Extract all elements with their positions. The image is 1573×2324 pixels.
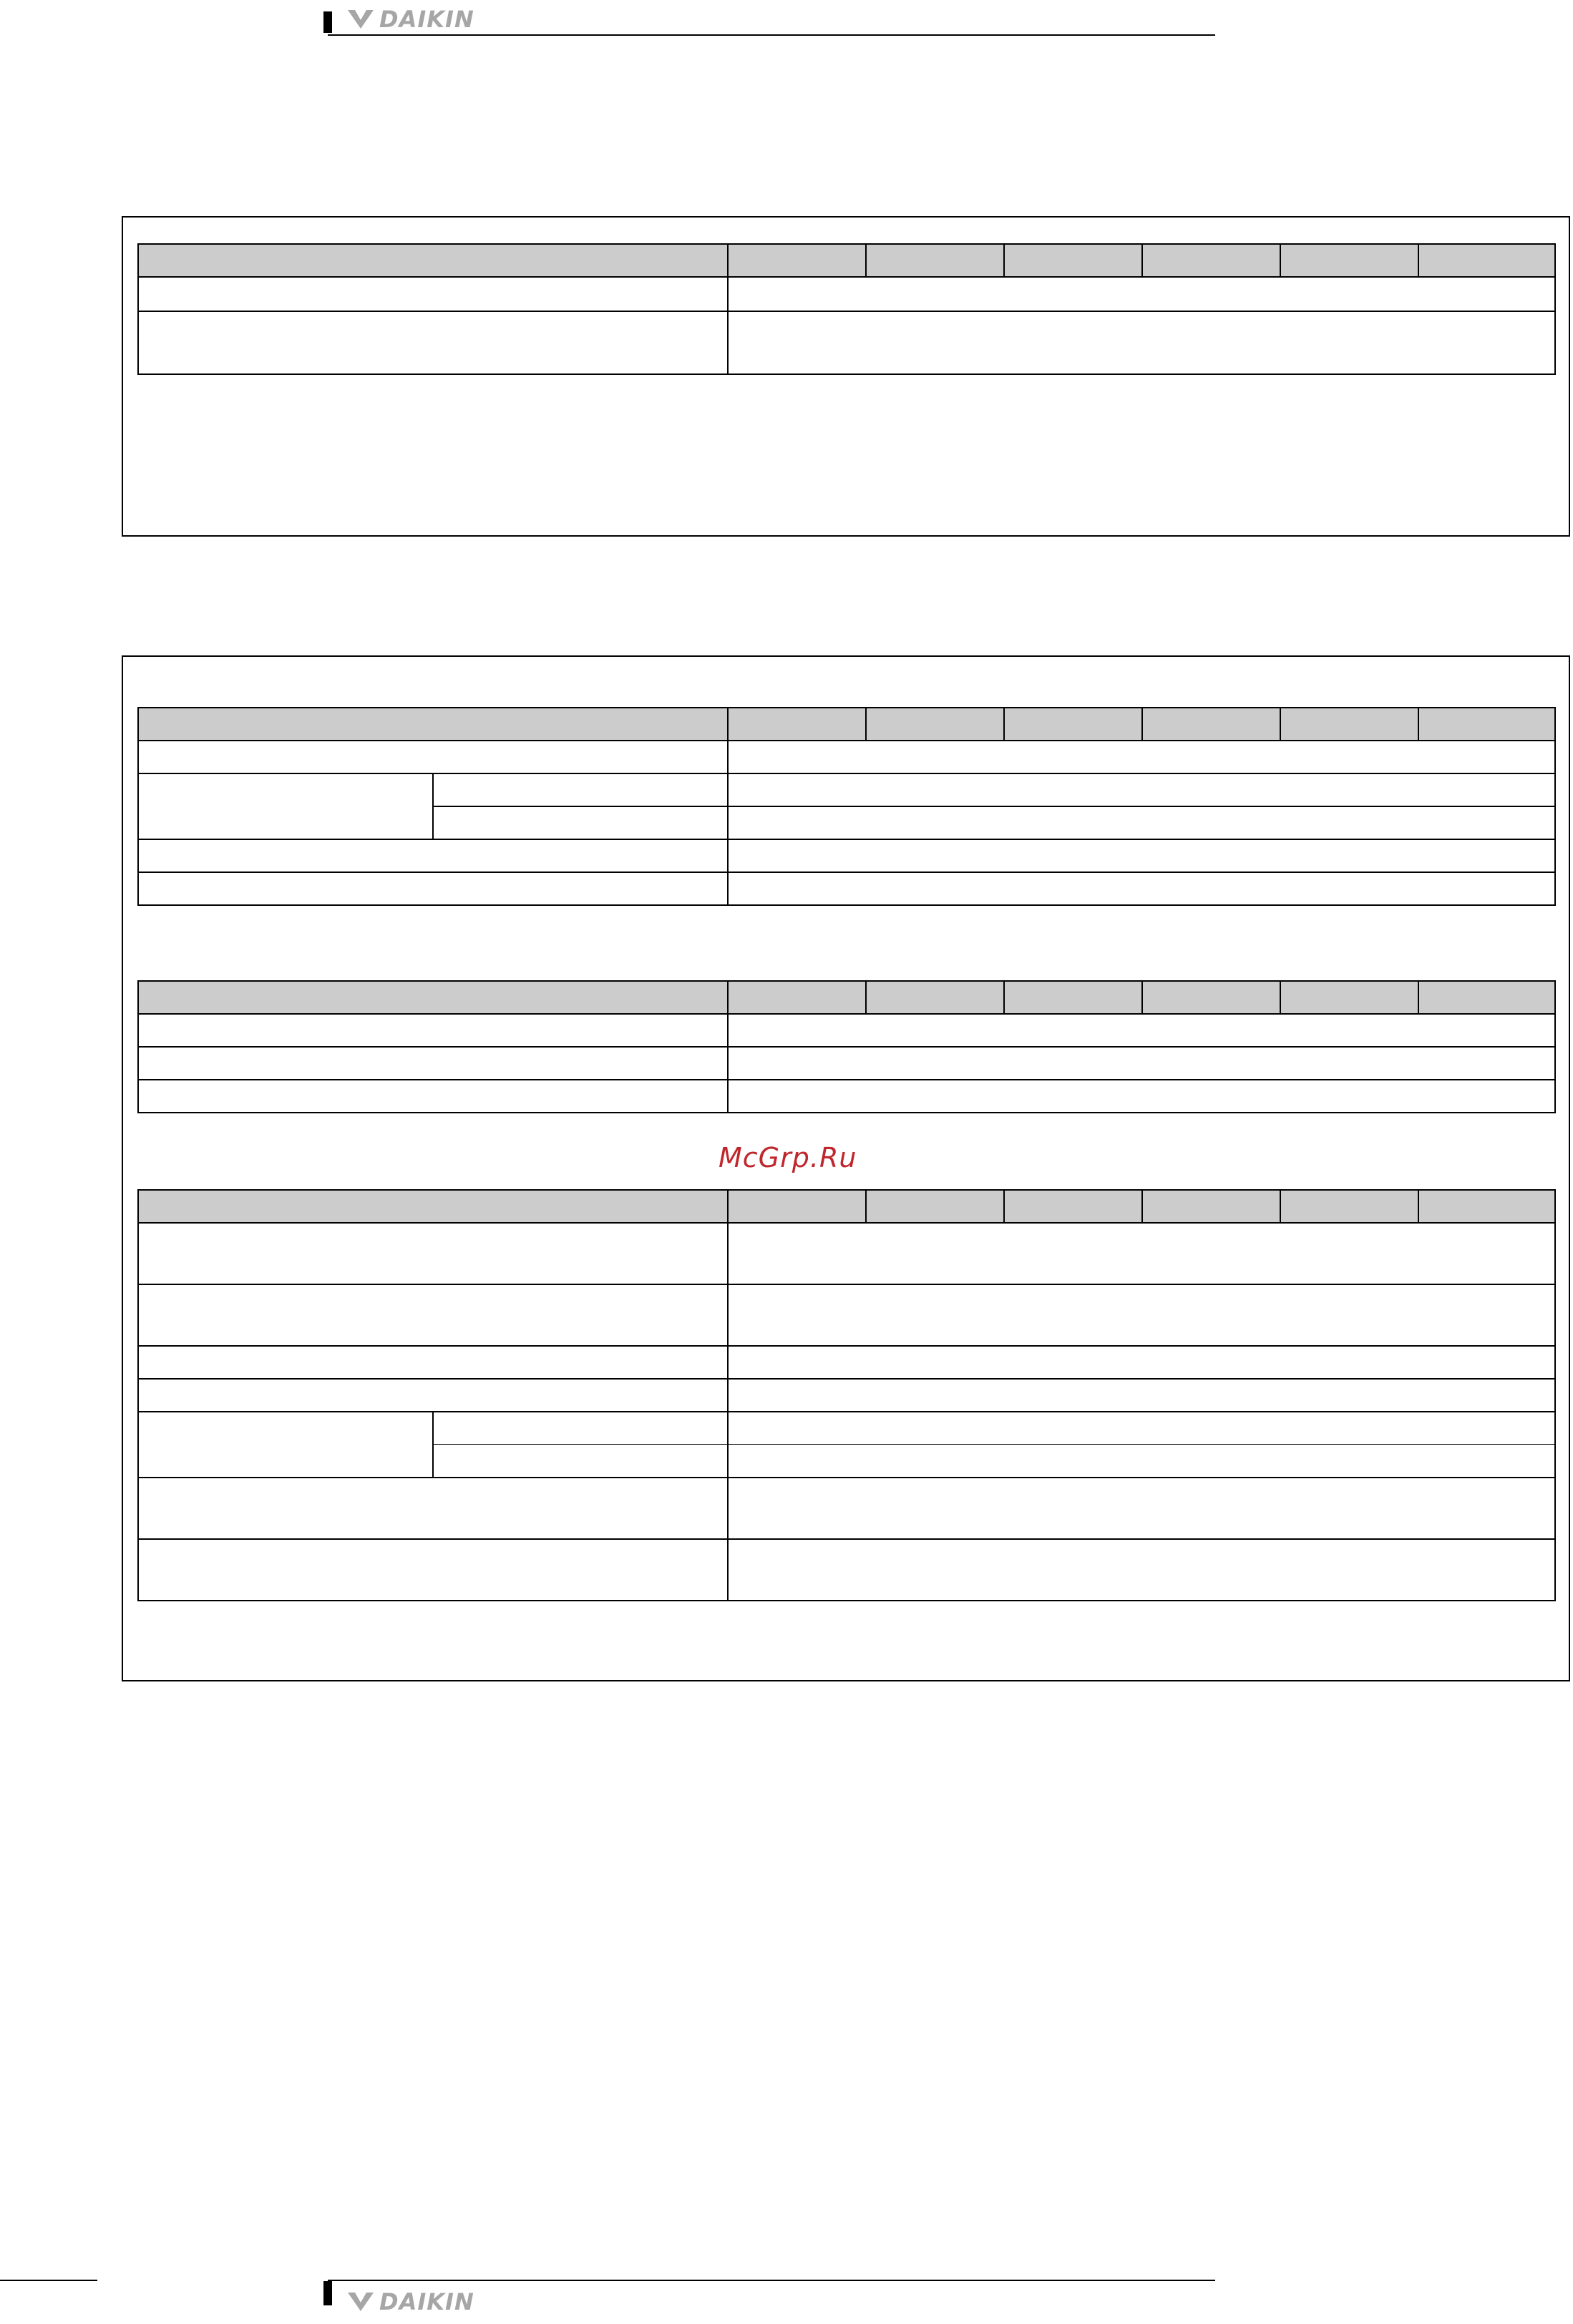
label-cell — [137, 1378, 729, 1412]
daikin-logo — [346, 7, 474, 31]
header-cell — [865, 243, 1005, 278]
value-cell — [727, 1538, 1556, 1601]
header-cell — [1418, 980, 1556, 1015]
header-cell — [137, 1189, 729, 1224]
group-label-cell — [137, 1411, 434, 1478]
header-cell — [1003, 243, 1143, 278]
header-cell — [1141, 707, 1281, 741]
table-row — [137, 1013, 1556, 1048]
value-cell — [727, 1444, 1556, 1478]
spec-table-2a — [137, 707, 1556, 907]
label-cell — [137, 839, 729, 873]
table-header-row — [137, 980, 1556, 1015]
header-cell — [865, 1189, 1005, 1224]
header-cell — [137, 243, 729, 278]
value-cell — [727, 1013, 1556, 1048]
label-cell — [137, 1222, 729, 1285]
header-cell — [1141, 1189, 1281, 1224]
header-bar-mark — [323, 11, 332, 33]
table-row — [137, 872, 1556, 906]
label-cell — [137, 1345, 729, 1380]
daikin-logo-icon — [346, 2291, 375, 2313]
table-row — [137, 276, 1556, 312]
table-row — [137, 1538, 1556, 1601]
table-row — [137, 1079, 1556, 1113]
table-row — [137, 1378, 1556, 1412]
value-cell — [727, 740, 1556, 774]
value-cell — [727, 1477, 1556, 1540]
value-cell — [727, 872, 1556, 906]
daikin-logo — [346, 2290, 474, 2314]
header-cell — [1141, 980, 1281, 1015]
value-cell — [727, 839, 1556, 873]
header-cell — [865, 707, 1005, 741]
value-cell — [727, 806, 1556, 840]
table-header-row — [137, 243, 1556, 278]
header-rule — [328, 34, 1215, 36]
label-cell — [137, 276, 729, 312]
table-row — [137, 1046, 1556, 1080]
sub-label-cell — [432, 773, 729, 807]
header-cell — [1003, 707, 1143, 741]
label-cell — [137, 1013, 729, 1048]
spec-table-2b — [137, 980, 1556, 1115]
value-cell — [727, 1284, 1556, 1347]
value-cell — [727, 1222, 1556, 1285]
value-cell — [727, 311, 1556, 375]
table-row — [137, 740, 1556, 774]
label-cell — [137, 1538, 729, 1601]
header-cell — [1280, 980, 1419, 1015]
sub-label-cell — [432, 1444, 729, 1478]
header-cell — [727, 1189, 867, 1224]
header-cell — [1003, 980, 1143, 1015]
value-cell — [727, 276, 1556, 312]
daikin-logo-icon — [346, 9, 375, 30]
label-cell — [137, 1046, 729, 1080]
header-cell — [727, 707, 867, 741]
group-label-cell — [137, 773, 434, 840]
header-cell — [1003, 1189, 1143, 1224]
table-row — [137, 1284, 1556, 1347]
header-cell — [1418, 1189, 1556, 1224]
header-cell — [1280, 707, 1419, 741]
sub-label-cell — [432, 1411, 729, 1445]
label-cell — [137, 1079, 729, 1113]
table-row-group — [137, 773, 1556, 840]
table-row — [137, 311, 1556, 375]
table-header-row — [137, 707, 1556, 741]
spec-panel-1 — [122, 216, 1570, 537]
table-row — [137, 1222, 1556, 1285]
table-row-group — [137, 1411, 1556, 1478]
footer-rule — [328, 2280, 1215, 2281]
label-cell — [137, 1284, 729, 1347]
header-cell — [137, 980, 729, 1015]
label-cell — [137, 872, 729, 906]
header-cell — [865, 980, 1005, 1015]
value-cell — [727, 1345, 1556, 1380]
header-cell — [1280, 243, 1419, 278]
page-header — [0, 0, 1573, 43]
sub-label-cell — [432, 806, 729, 840]
page-footer — [0, 2275, 1573, 2324]
label-cell — [137, 1477, 729, 1540]
watermark-text[interactable]: McGrp.Ru — [719, 1142, 857, 1173]
table-row — [137, 1477, 1556, 1540]
header-cell — [1418, 707, 1556, 741]
table-row — [137, 839, 1556, 873]
header-cell — [727, 980, 867, 1015]
footer-bar-mark — [323, 2281, 332, 2305]
header-cell — [1280, 1189, 1419, 1224]
spec-table-1 — [137, 243, 1556, 375]
value-cell — [727, 773, 1556, 807]
value-cell — [727, 1378, 1556, 1412]
value-cell — [727, 1046, 1556, 1080]
label-cell — [137, 311, 729, 375]
header-cell — [727, 243, 867, 278]
table-header-row — [137, 1189, 1556, 1224]
header-cell — [1141, 243, 1281, 278]
value-cell — [727, 1411, 1556, 1445]
label-cell — [137, 740, 729, 774]
logo-text: DAIKIN — [379, 6, 474, 33]
value-cell — [727, 1079, 1556, 1113]
header-cell — [1418, 243, 1556, 278]
logo-text: DAIKIN — [379, 2288, 474, 2315]
spec-table-2c — [137, 1189, 1556, 1604]
table-row — [137, 1345, 1556, 1380]
header-cell — [137, 707, 729, 741]
